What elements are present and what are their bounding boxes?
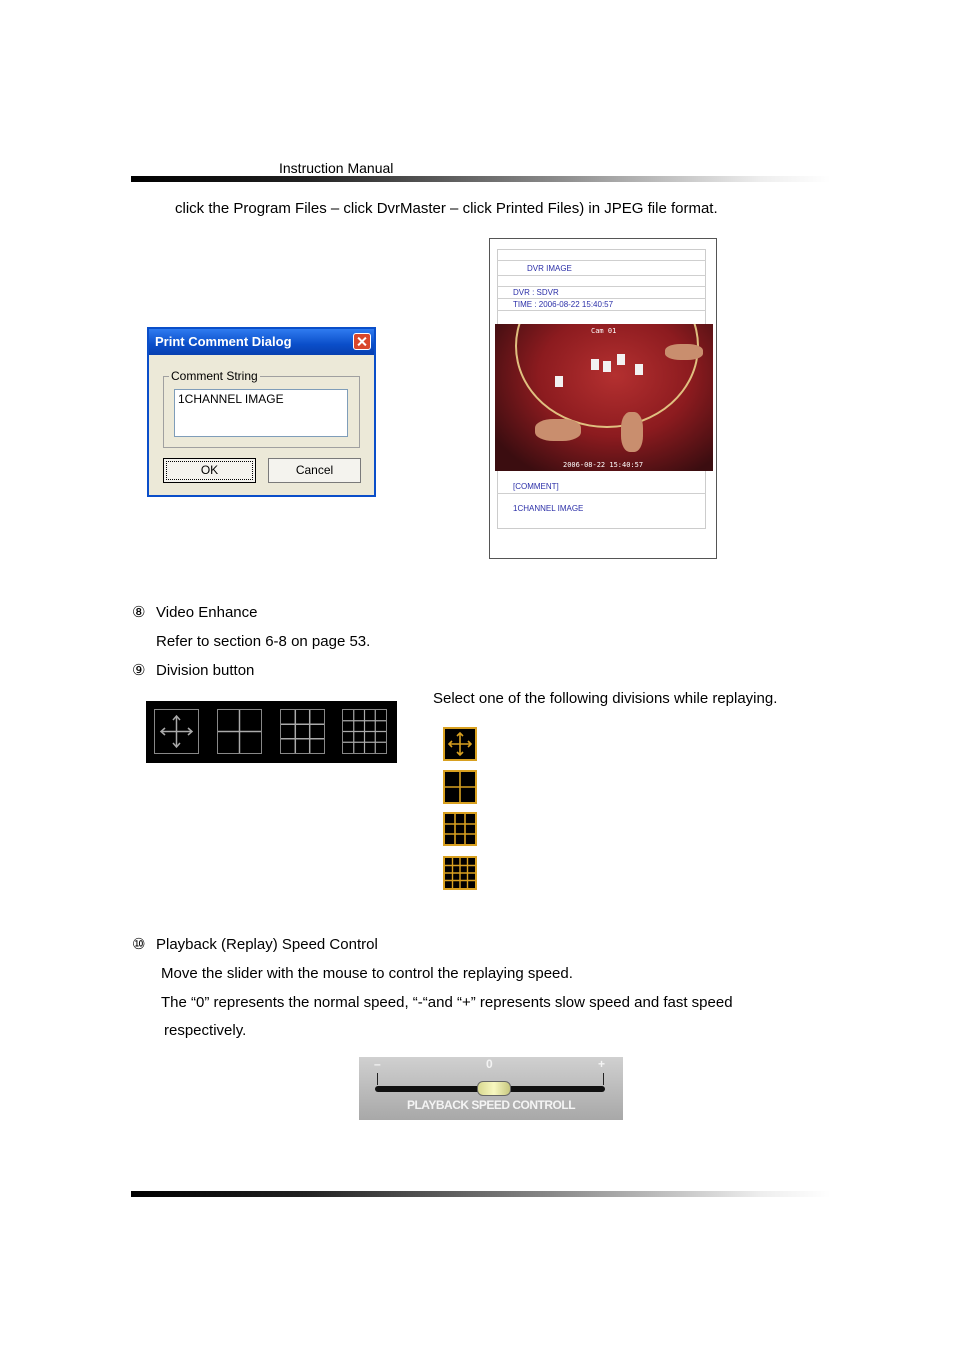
section-9-text: Select one of the following divisions while replaying. xyxy=(433,690,778,707)
printout-rule xyxy=(497,493,706,494)
dialog-title: Print Comment Dialog xyxy=(155,334,292,349)
printout-rule xyxy=(497,260,706,261)
section-10-line-1: Move the slider with the mouse to control the replaying speed. xyxy=(161,965,573,982)
section-8-text: Refer to section 6-8 on page 53. xyxy=(156,633,371,650)
camera-label: Cam 01 xyxy=(591,327,617,335)
player-hand xyxy=(665,344,703,360)
printout-rule xyxy=(497,286,706,287)
player-hand xyxy=(621,412,643,452)
camera-snapshot-image xyxy=(495,324,713,471)
section-9-marker: ⑨ xyxy=(132,662,146,679)
section-8-marker: ⑧ xyxy=(132,604,146,621)
printout-rule xyxy=(497,275,706,276)
section-10-marker: ⑩ xyxy=(132,936,146,953)
header-rule xyxy=(131,176,831,182)
single-view-gold-icon xyxy=(443,727,477,761)
slider-caption: PLAYBACK SPEED CONTROLL xyxy=(406,1098,576,1112)
division-button-panel xyxy=(146,701,397,763)
cancel-button[interactable]: Cancel xyxy=(268,458,361,483)
playing-card xyxy=(603,361,611,372)
section-9-title: Division button xyxy=(156,662,255,679)
printout-time-line: TIME : 2006-08-22 15:40:57 xyxy=(513,300,614,309)
printout-heading: DVR IMAGE xyxy=(527,264,572,273)
ok-button[interactable]: OK xyxy=(163,458,256,483)
quad-view-gold-icon xyxy=(443,770,477,804)
section-10-title: Playback (Replay) Speed Control xyxy=(156,936,378,953)
section-10-line-3: respectively. xyxy=(164,1022,247,1039)
sixteen-view-icon[interactable] xyxy=(342,709,387,754)
section-10-line-2: The “0” represents the normal speed, “-“and “+” represents slow speed and fast speed xyxy=(161,994,733,1011)
slider-zero-label: 0 xyxy=(486,1057,493,1071)
dialog-title-bar xyxy=(149,329,374,355)
slider-tick xyxy=(603,1073,604,1085)
intro-text: click the Program Files – click DvrMaster – click Printed Files) in JPEG file format. xyxy=(175,200,718,217)
slider-plus-label: + xyxy=(598,1057,606,1071)
section-8-title: Video Enhance xyxy=(156,604,258,621)
manual-header-title: Instruction Manual xyxy=(279,160,394,176)
playing-card xyxy=(591,359,599,370)
quad-view-icon[interactable] xyxy=(217,709,262,754)
nine-view-icon[interactable] xyxy=(280,709,325,754)
nine-view-gold-icon xyxy=(443,812,477,846)
slider-tick xyxy=(377,1073,378,1085)
comment-string-input[interactable]: 1CHANNEL IMAGE xyxy=(174,389,348,437)
printout-dvr-line: DVR : SDVR xyxy=(513,288,559,297)
comment-group-label: Comment String xyxy=(171,369,258,383)
slider-minus-label: – xyxy=(374,1057,381,1071)
single-view-icon[interactable] xyxy=(154,709,199,754)
printout-comment-text: 1CHANNEL IMAGE xyxy=(513,504,584,513)
slider-thumb[interactable] xyxy=(477,1081,511,1096)
sixteen-view-gold-icon xyxy=(443,856,477,890)
playing-card xyxy=(555,376,563,387)
camera-timestamp: 2006-08-22 15:40:57 xyxy=(563,461,644,469)
printout-rule xyxy=(497,298,706,299)
player-hand xyxy=(535,419,581,441)
playing-card xyxy=(617,354,625,365)
footer-rule xyxy=(131,1191,831,1197)
close-icon[interactable] xyxy=(353,333,371,350)
printed-page-preview xyxy=(489,238,717,559)
playback-speed-slider[interactable] xyxy=(359,1057,623,1120)
printout-rule xyxy=(497,310,706,311)
print-comment-dialog xyxy=(147,327,376,497)
printout-comment-heading: [COMMENT] xyxy=(513,482,559,491)
table-arc xyxy=(515,324,699,428)
playing-card xyxy=(635,364,643,375)
